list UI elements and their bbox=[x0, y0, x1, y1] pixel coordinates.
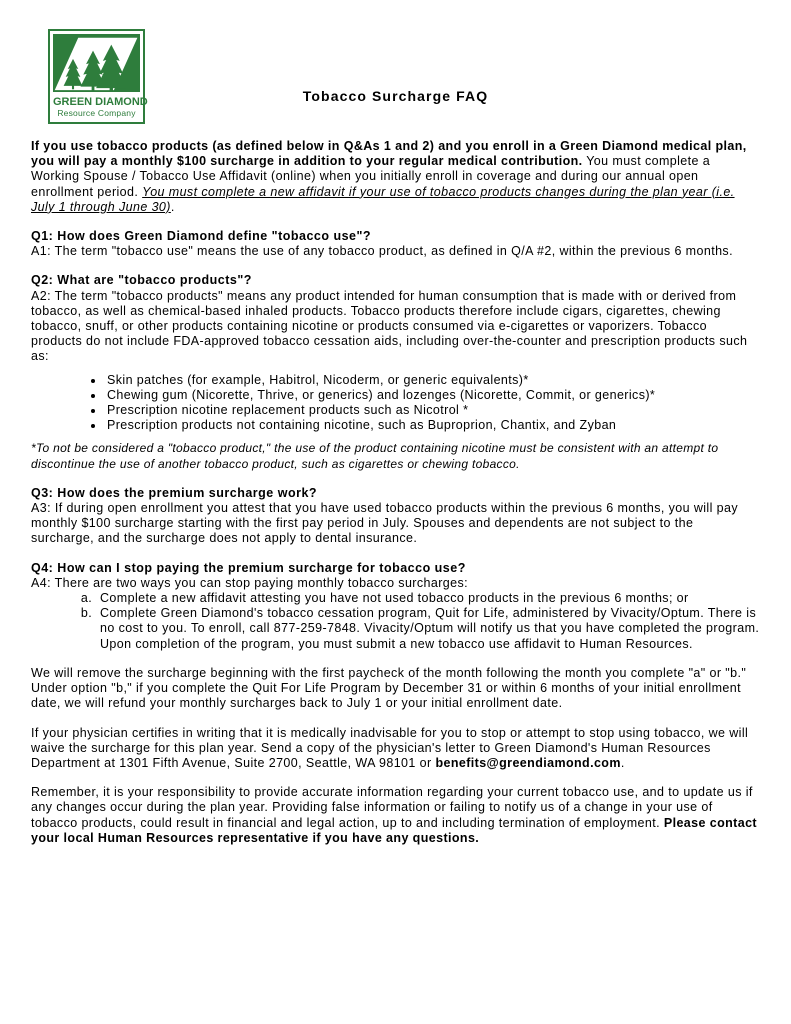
document-body bbox=[31, 139, 760, 860]
intro-body-text: You must complete a Working Spouse / Tobacco Use Affidavit (online) when you initially enroll in coverage and during our annual open enrollment period. bbox=[31, 154, 711, 199]
q3-answer: A3: If during open enrollment you attest that you have used tobacco products within the previous 6 months, you will pay monthly $100 surcharge starting with the first pay period in July. Spouses and dependents are not subject to the surcharge, and the surcharge does not apply to dental insurance. bbox=[31, 501, 739, 546]
list-item: • Chewing gum (Nicorette, Thrive, or generics) and lozenges (Nicorette, Commit, or generics)* bbox=[105, 388, 760, 403]
surcharge-stop-options-list bbox=[31, 591, 760, 652]
company-logo bbox=[48, 29, 148, 124]
responsibility-text: Remember, it is your responsibility to provide accurate information regarding your current tobacco use, and to update us if any changes occur during the plan year. Providing false information or failing to notify us of a change in your use of tobacco products, could result in financial and legal action, up to and including termination of employment. bbox=[31, 785, 753, 830]
q4-answer-lead: A4: There are two ways you can stop paying monthly tobacco surcharges: bbox=[31, 575, 469, 590]
list-item: b. Complete Green Diamond's tobacco cessation program, Quit for Life, administered by Vivacity/Optum. There is no cost to you. To enroll, call 877-259-7848. Vivacity/Optum will notify us that you have completed the program. Upon completion of the program, you must submit a new tobacco use affidavit to Human Resources. bbox=[96, 606, 760, 652]
logo-company-subtitle: Resource Company bbox=[57, 108, 136, 118]
list-item: • Skin patches (for example, Habitrol, Nicoderm, or generic equivalents)* bbox=[105, 373, 760, 388]
hr-email-address: benefits@greendiamond.com bbox=[435, 755, 621, 770]
faq-item-q4 bbox=[31, 561, 760, 652]
q3-question: Q3: How does the premium surcharge work? bbox=[31, 485, 318, 500]
intro-bold-lead: If you use tobacco products (as defined below in Q&As 1 and 2) and you enroll in a Green Diamond medical plan, you will pay a monthly $100 surcharge in addition to your regular medical contribution. bbox=[31, 139, 747, 169]
q1-question: Q1: How does Green Diamond define "tobacco use"? bbox=[31, 229, 372, 244]
logo-company-name: GREEN DIAMOND bbox=[53, 96, 148, 108]
surcharge-removal-paragraph: We will remove the surcharge beginning with the first paycheck of the month following the month you complete "a" or "b." Under option "b," if you complete the Quit For Life Program by December 31 or within 6 months of your initial enrollment date, we will refund your monthly surcharges back to July 1 or your initial enrollment date. bbox=[31, 665, 747, 711]
faq-item-q3 bbox=[31, 486, 760, 547]
faq-item-q2 bbox=[31, 273, 760, 471]
q1-answer: A1: The term "tobacco use" means the use of any tobacco product, as defined in Q/A #2, within the previous 6 months. bbox=[31, 244, 733, 259]
list-item: • Prescription nicotine replacement products such as Nicotrol * bbox=[105, 403, 760, 418]
list-item: a. Complete a new affidavit attesting you have not used tobacco products in the previous 6 months; or bbox=[96, 591, 760, 606]
tobacco-cessation-aids-list bbox=[31, 373, 760, 434]
email-tail: . bbox=[620, 755, 625, 770]
asterisk-footnote: *To not be considered a "tobacco product," the use of the product containing nicotine must be consistent with an attempt to discontinue the use of another tobacco product, such as cigarettes or chewing tobacco. bbox=[31, 441, 719, 471]
intro-paragraph bbox=[31, 139, 760, 215]
faq-item-q1 bbox=[31, 229, 760, 259]
responsibility-paragraph bbox=[31, 785, 760, 846]
q2-question: Q2: What are "tobacco products"? bbox=[31, 273, 252, 288]
page-title: Tobacco Surcharge FAQ bbox=[302, 88, 489, 104]
physician-waiver-paragraph bbox=[31, 726, 760, 772]
contact-hr-bold-note: Please contact your local Human Resources representative if you have any questions. bbox=[31, 815, 757, 845]
intro-underlined-note: You must complete a new affidavit if your use of tobacco products changes during the plan year (i.e. July 1 through June 30) bbox=[31, 184, 735, 214]
intro-tail: . bbox=[170, 199, 175, 214]
q2-answer: A2: The term "tobacco products" means any product intended for human consumption that is made with or derived from tobacco, as well as chemical-based inhaled products. Tobacco products therefore include cigars, cigarettes, chewing tobacco, snuff, or other products containing nicotine or products consumed via e-cigarettes or vaporizers. Tobacco products do not include FDA-approved tobacco cessation aids, including over-the-counter and prescription products such as: bbox=[31, 288, 748, 364]
evergreen-trees-icon bbox=[53, 34, 140, 92]
physician-waiver-text: If your physician certifies in writing that it is medically inadvisable for you to stop or attempt to stop using tobacco, we will waive the surcharge for this plan year. Send a copy of the physician's letter to Green Diamond's Human Resources Department at 1301 Fifth Avenue, Suite 2700, Seattle, WA 98101 or bbox=[31, 725, 749, 770]
q4-question: Q4: How can I stop paying the premium surcharge for tobacco use? bbox=[31, 560, 466, 575]
list-item: • Prescription products not containing nicotine, such as Buproprion, Chantix, and Zyban bbox=[105, 418, 760, 433]
